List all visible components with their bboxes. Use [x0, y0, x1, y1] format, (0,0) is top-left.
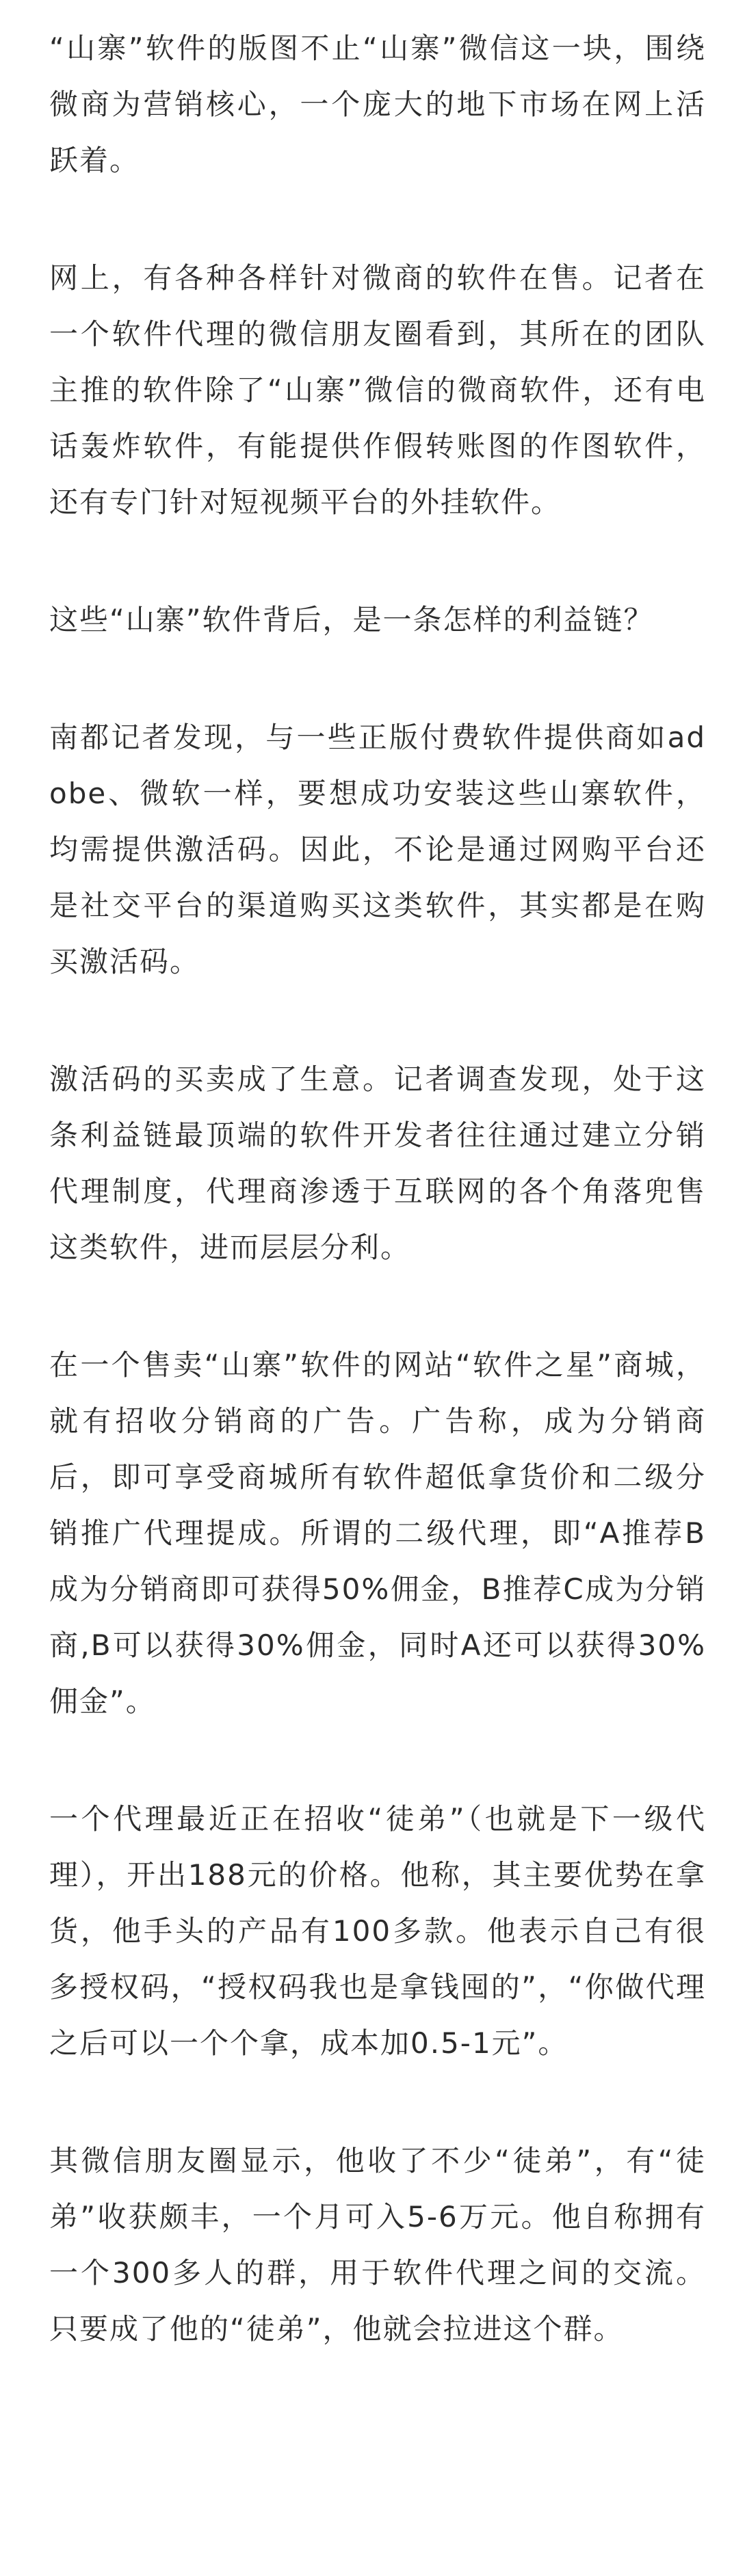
- article-body: [49, 21, 706, 2357]
- paragraph: 在一个售卖“山寨”软件的网站“软件之星”商城，就有招收分销商的广告。广告称，成为分销商后，即可享受商城所有软件超低拿货价和二级分销推广代理提成。所谓的二级代理，即“A推荐B成为分销商即可获得50%佣金，B推荐C成为分销商,B可以获得30%佣金，同时A还可以获得30%佣金”。: [49, 1348, 706, 1718]
- paragraph: 网上，有各种各样针对微商的软件在售。记者在一个软件代理的微信朋友圈看到，其所在的团队主推的软件除了“山寨”微信的微商软件，还有电话轰炸软件，有能提供作假转账图的作图软件，还有专门针对短视频平台的外挂软件。: [49, 261, 706, 519]
- paragraph: 南都记者发现，与一些正版付费软件提供商如adobe、微软一样，要想成功安装这些山寨软件，均需提供激活码。因此，不论是通过网购平台还是社交平台的渠道购买这类软件，其实都是在购买激活码。: [49, 721, 706, 978]
- paragraph: “山寨”软件的版图不止“山寨”微信这一块，围绕微商为营销核心，一个庞大的地下市场在网上活跃着。: [49, 31, 706, 177]
- paragraph: 其微信朋友圈显示，他收了不少“徒弟”，有“徒弟”收获颇丰，一个月可入5-6万元。他自称拥有一个300多人的群，用于软件代理之间的交流。只要成了他的“徒弟”，他就会拉进这个群。: [49, 2144, 706, 2346]
- paragraph: 这些“山寨”软件背后，是一条怎样的利益链？: [49, 603, 654, 636]
- paragraph: 一个代理最近正在招收“徒弟”（也就是下一级代理），开出188元的价格。他称，其主要优势在拿货，他手头的产品有100多款。他表示自己有很多授权码，“授权码我也是拿钱囤的”，“你做代理之后可以一个个拿，成本加0.5-1元”。: [49, 1802, 706, 2060]
- paragraph: 激活码的买卖成了生意。记者调查发现，处于这条利益链最顶端的软件开发者往往通过建立分销代理制度，代理商渗透于互联网的各个角落兜售这类软件，进而层层分利。: [49, 1062, 706, 1264]
